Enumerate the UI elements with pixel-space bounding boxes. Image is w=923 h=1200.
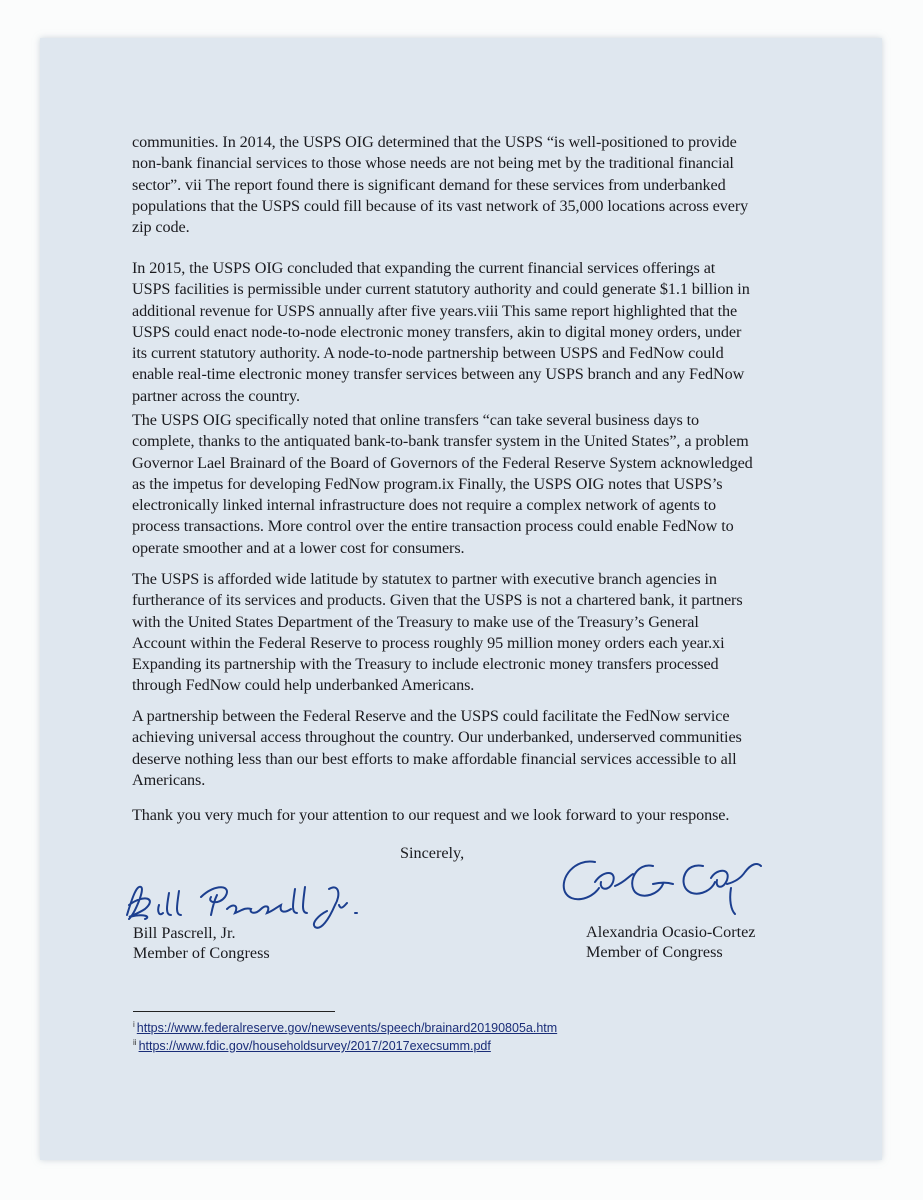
signer-title-ocasio-cortez: Member of Congress: [586, 943, 723, 961]
paragraph-4: [132, 569, 743, 697]
text-line: USPS facilities is permissible under current statutory authority and could generate $1.1 billion in: [132, 280, 750, 299]
text-line: process transactions. More control over the entire transaction process could enable FedNow to: [132, 517, 734, 536]
text-line: zip code.: [132, 218, 190, 237]
text-line: The USPS is afforded wide latitude by statutex to partner with executive branch agencies in: [132, 570, 717, 588]
footnote-link[interactable]: https://www.fdic.gov/householdsurvey/2017/2017execsumm.pdf: [138, 1039, 491, 1054]
text-line: non-bank financial services to those whose needs are not being met by the traditional financial: [132, 154, 734, 173]
text-line: Expanding its partnership with the Treasury to include electronic money transfers processed: [132, 655, 719, 674]
text-line: sector”. vii The report found there is significant demand for these services from underbanked: [132, 175, 726, 194]
paragraph-5: [132, 706, 742, 791]
text-line: A partnership between the Federal Reserve and the USPS could facilitate the FedNow service: [132, 707, 730, 725]
signer-name-ocasio-cortez: Alexandria Ocasio-Cortez: [586, 923, 756, 941]
signer-title-pascrell: Member of Congress: [133, 944, 270, 962]
text-line: its current statutory authority. A node-to-node partnership between USPS and FedNow could: [132, 344, 724, 363]
footnote-mark: ii: [133, 1038, 137, 1047]
footnote-divider: [133, 1011, 335, 1012]
footnote-1: [133, 1020, 557, 1035]
text-line: Americans.: [132, 770, 206, 789]
text-line: achieving universal access throughout the country. Our underbanked, underserved communities: [132, 728, 742, 747]
text-line: communities. In 2014, the USPS OIG determined that the USPS “is well-positioned to provide: [132, 133, 737, 151]
paragraph-2: [132, 258, 750, 407]
text-line: The USPS OIG specifically noted that online transfers “can take several business days to: [132, 411, 700, 429]
text-line: operate smoother and at a lower cost for consumers.: [132, 538, 465, 557]
signer-name-pascrell: Bill Pascrell, Jr.: [133, 924, 236, 942]
text-line: as the impetus for developing FedNow program.ix Finally, the USPS OIG notes that USPS’s: [132, 474, 723, 493]
footnote-mark: i: [133, 1020, 135, 1029]
text-line: furtherance of its services and products. Given that the USPS is not a chartered bank, it partners: [132, 591, 743, 610]
text-line: additional revenue for USPS annually after five years.viii This same report highlighted that the: [132, 301, 738, 320]
text-line: complete, thanks to the antiquated bank-to-bank transfer system in the United States”, a problem: [132, 432, 749, 451]
paragraph-3: [132, 410, 753, 559]
footnote-link[interactable]: https://www.federalreserve.gov/newsevents/speech/brainard20190805a.htm: [136, 1021, 558, 1036]
text-line: Governor Lael Brainard of the Board of Governors of the Federal Reserve System acknowledged: [132, 453, 753, 472]
text-line: In 2015, the USPS OIG concluded that expanding the current financial services offerings at: [132, 259, 716, 277]
text-line: with the United States Department of the Treasury to make use of the Treasury’s General: [132, 612, 699, 631]
text-line: partner across the country.: [132, 386, 300, 405]
text-line: Thank you very much for your attention to our request and we look forward to your response.: [132, 806, 730, 824]
footnote-2: [133, 1038, 491, 1053]
text-line: populations that the USPS could fill because of its vast network of 35,000 locations across every: [132, 196, 749, 215]
text-line: Account within the Federal Reserve to process roughly 95 million money orders each year.xi: [132, 633, 725, 652]
paragraph-6: [132, 805, 729, 826]
text-line: through FedNow could help underbanked Americans.: [132, 676, 475, 695]
signature-ocasio-cortez: [555, 848, 825, 923]
text-line: electronically linked internal infrastructure does not require a complex network of agents to: [132, 496, 717, 515]
text-line: USPS could enact node-to-node electronic money transfers, akin to digital money orders, under: [132, 322, 742, 341]
closing: Sincerely,: [400, 844, 465, 862]
text-line: enable real-time electronic money transfer services between any USPS branch and any FedNow: [132, 365, 745, 384]
paragraph-1: [132, 132, 748, 238]
text-line: deserve nothing less than our best efforts to make affordable financial services accessible to all: [132, 749, 737, 768]
